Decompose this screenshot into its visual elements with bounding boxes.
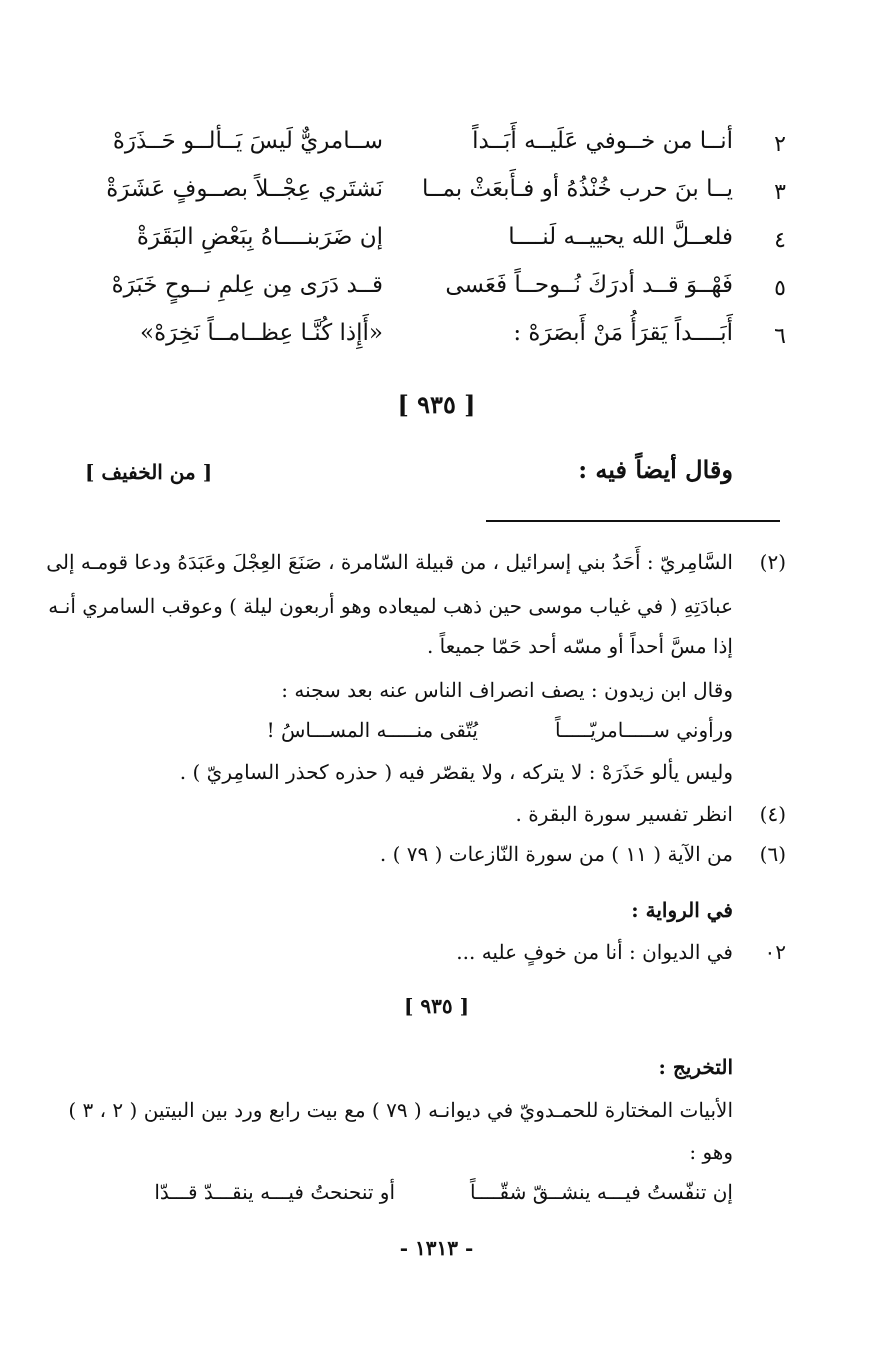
takhrij-line: الأبيات المختارة للحمـدويّ في ديوانـه ( ٧٩ ) مع بيت رابع ورد بين البيتين ( ٢ ، ٣ ): [68, 1098, 733, 1122]
verse-first-hemistich: يــا بنَ حرب خُنْذُهُ أو فـأَبعَثْ بمــا: [421, 176, 733, 202]
riwaya-heading: في الرواية :: [631, 898, 733, 922]
footnote-divider: [486, 520, 780, 522]
verse-first-hemistich: أنــا من خــوفي عَلَيــه أَبَــداً: [472, 128, 733, 154]
verse-first-hemistich: فلعــلَّ الله يحييــه لَنــــا: [508, 224, 733, 250]
note-line: وليس يألو حَذَرَهْ : لا يتركه ، ولا يقصّر فيه ( حذره كحذر السامِريّ ) .: [179, 760, 733, 784]
verse-second-hemistich: إن ضَرَبنــــاهُ بِبَعْضِ البَقَرَةْ: [136, 224, 383, 250]
takhrij-line: وهو :: [689, 1140, 733, 1164]
riwaya-label: ٠٢: [764, 940, 786, 964]
verse-first-hemistich: أَبَــــداً يَقرَأُ مَنْ أَبصَرَهْ :: [513, 320, 733, 346]
note-line: عبادَتِهِ ( في غياب موسى حين ذهب لميعاده وهو أربعون ليلة ) وعوقب السامري أنـه: [48, 594, 733, 618]
verse-second-hemistich: نَشتَري عِجْــلاً بصــوفٍ عَشَرَةْ: [106, 176, 383, 202]
quoted-verse-second: يُتّقى منـــــه المســـاسُ !: [266, 718, 478, 742]
verse-number: ٣: [774, 180, 786, 205]
riwaya-text: في الديوان : أنا من خوفٍ عليه ...: [456, 940, 733, 964]
note-line: السَّامِريّ : أَحَدُ بني إسرائيل ، من قبيلة السّامرة ، صَنَعَ العِجْلَ وعَبَدَهُ ودعا قومـه إلى: [46, 550, 733, 574]
quoted-verse-first: ورأوني ســـــامريّـــــاً: [555, 718, 733, 742]
verse-first-hemistich: فَهْــوَ قــد أدرَكَ نُــوحــاً فَعَسى: [445, 272, 733, 298]
verse-number: ٤: [774, 228, 786, 253]
meter-label: [ من الخفيف ]: [85, 460, 213, 484]
takhrij-verse-second: أو تنحنحتُ فيـــه ينقـــدّ قـــدّا: [154, 1180, 395, 1204]
note-label: (٢): [759, 550, 786, 574]
note-label: (٤): [759, 802, 786, 826]
verse-second-hemistich: قــد دَرَى مِن عِلمِ نــوحٍ خَبَرَهْ: [111, 272, 383, 298]
verse-second-hemistich: «أَإِذا كُنَّـا عِظــامــاً نَخِرَهْ»: [140, 320, 383, 346]
note-label: (٦): [759, 842, 786, 866]
takhrij-poem-number: [ ٩٣٥ ]: [403, 994, 470, 1018]
takhrij-verse-first: إن تنفّستُ فيـــه ينشــقّ شقّــــاً: [469, 1180, 733, 1204]
page-number: - ١٣١٣ -: [399, 1236, 474, 1260]
takhrij-heading: التخريج :: [658, 1055, 733, 1079]
note-line: وقال ابن زيدون : يصف انصراف الناس عنه بعد سجنه :: [281, 678, 733, 702]
poem-number: [ ٩٣٥ ]: [397, 390, 476, 419]
verse-number: ٦: [774, 324, 786, 349]
verse-number: ٢: [774, 132, 786, 157]
verse-number: ٥: [774, 276, 786, 301]
verse-second-hemistich: ســامريٌّ لَيسَ يَــألــو حَــذَرَهْ: [112, 128, 383, 154]
note-line: إذا مسَّ أحداً أو مسّه أحد حَمّا جميعاً .: [426, 634, 733, 658]
note-line: من الآية ( ١١ ) من سورة النّازعات ( ٧٩ ) .: [379, 842, 733, 866]
poem-intro: وقال أيضاً فيه :: [578, 455, 733, 484]
note-line: انظر تفسير سورة البقرة .: [515, 802, 733, 826]
